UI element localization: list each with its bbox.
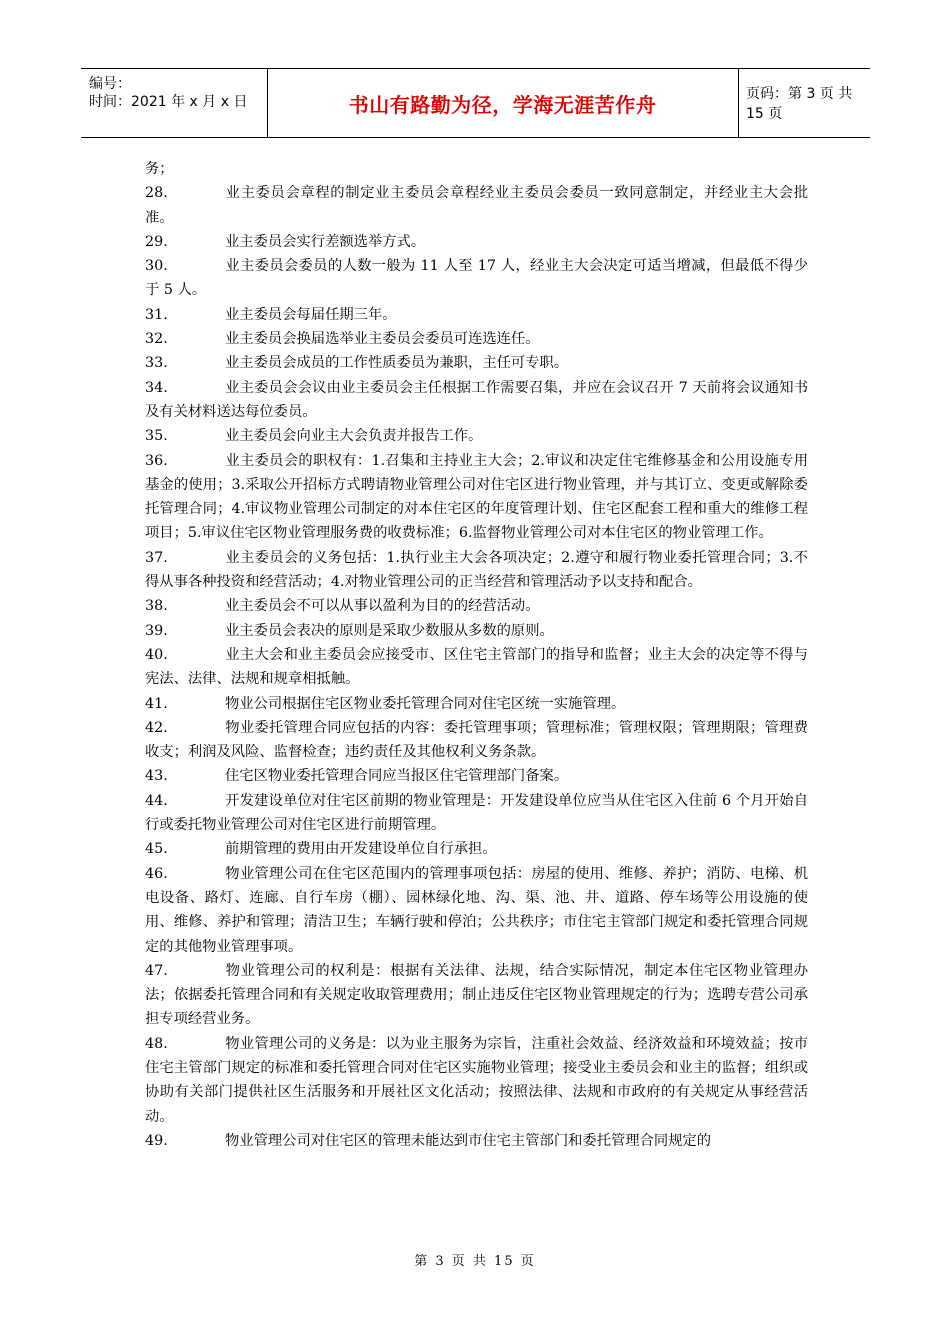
item-number: 39. (145, 622, 168, 639)
list-item (145, 230, 808, 254)
lead-text: 务； (145, 161, 174, 177)
item-number: 45. (145, 841, 168, 858)
item-number: 40. (145, 646, 168, 663)
item-text: 业主委员会表决的原则是采取少数服从多数的原则。 (225, 622, 554, 639)
list-item (145, 376, 808, 425)
item-number: 48. (145, 1035, 168, 1052)
list-item (145, 449, 808, 546)
item-text: 业主委员会章程的制定业主委员会章程经业主委员会委员一致同意制定，并经业主大会批准。 (145, 185, 808, 226)
list-item (145, 716, 808, 765)
list-item (145, 303, 808, 327)
item-text: 业主委员会换届选举业主委员会委员可连选连任。 (225, 331, 540, 348)
item-number: 35. (145, 428, 168, 445)
list-item (145, 327, 808, 351)
item-text: 业主委员会成员的工作性质委员为兼职，主任可专职。 (225, 355, 569, 372)
list-item (145, 351, 808, 375)
item-number: 38. (145, 598, 168, 615)
item-text: 业主委员会实行差额选举方式。 (225, 233, 426, 250)
document-code-label: 编号： (89, 76, 131, 92)
list-item (145, 254, 808, 303)
document-body (145, 157, 808, 1153)
list-item (145, 181, 808, 230)
numbered-list (145, 181, 808, 1153)
item-text: 业主委员会不可以从事以盈利为目的的经营活动。 (225, 598, 540, 615)
page-header (81, 68, 870, 138)
header-motto: 书山有路勤为径，学海无涯苦作舟 (348, 92, 657, 117)
item-number: 31. (145, 306, 168, 323)
item-text: 住宅区物业委托管理合同应当报区住宅管理部门备案。 (225, 768, 569, 785)
list-item (145, 1129, 808, 1153)
list-item (145, 862, 808, 959)
item-text: 业主大会和业主委员会应接受市、区住宅主管部门的指导和监督；业主大会的决定等不得与宪法、法律、法规和规章相抵触。 (145, 646, 808, 688)
item-number: 49. (145, 1132, 168, 1149)
header-meta (81, 69, 268, 137)
item-text: 物业管理公司在住宅区范围内的管理事项包括：房屋的使用、维修、养护；消防、电梯、机电设备、路灯、连廊、自行车房（棚）、园林绿化地、沟、渠、池、井、道路、停车场等公用设施的使用、维修、养护和管理；清洁卫生；车辆行驶和停泊；公共秩序；市住宅主管部门规定和委托管理合同规定的其他物业管理事项。 (145, 865, 808, 955)
list-item (145, 643, 808, 692)
item-number: 44. (145, 792, 168, 809)
item-number: 37. (145, 549, 168, 566)
item-text: 物业委托管理合同应包括的内容：委托管理事项；管理标准；管理权限；管理期限；管理费收支；利润及风险、监督检查；违约责任及其他权利义务条款。 (145, 719, 808, 761)
list-item (145, 789, 808, 838)
list-item (145, 692, 808, 716)
header-page-info: 页码：第 3 页 共 15 页 (746, 86, 853, 122)
item-number: 47. (145, 962, 168, 979)
item-text: 物业管理公司对住宅区的管理未能达到市住宅主管部门和委托管理合同规定的 (225, 1132, 712, 1149)
item-text: 业主委员会向业主大会负责并报告工作。 (225, 428, 483, 445)
document-date: 时间：2021 年 x 月 x 日 (89, 94, 248, 110)
item-text: 前期管理的费用由开发建设单位自行承担。 (225, 841, 497, 858)
list-item (145, 424, 808, 448)
item-text: 业主委员会委员的人数一般为 11 人至 17 人，经业主大会决定可适当增减，但最低不得少于 5 人。 (145, 258, 808, 299)
list-item (145, 837, 808, 861)
item-number: 42. (145, 719, 168, 736)
item-text: 业主委员会会议由业主委员会主任根据工作需要召集，并应在会议召开 7 天前将会议通知书及有关材料送达每位委员。 (145, 379, 808, 420)
list-item (145, 764, 808, 788)
item-number: 34. (145, 379, 168, 396)
item-text: 业主委员会的义务包括：1.执行业主大会各项决定；2.遵守和履行物业委托管理合同；3.不得从事各种投资和经营活动；4.对物业管理公司的正当经营和管理活动予以支持和配合。 (145, 549, 808, 591)
list-item (145, 959, 808, 1032)
item-text: 物业管理公司的义务是：以为业主服务为宗旨，注重社会效益、经济效益和环境效益；按市住宅主管部门规定的标准和委托管理合同对住宅区实施物业管理；接受业主委员会和业主的监督；组织或协助有关部门提供社区生活服务和开展社区文化活动；按照法律、法规和市政府的有关规定从事经营活动。 (145, 1035, 808, 1125)
item-text: 业主委员会的职权有：1.召集和主持业主大会；2.审议和决定住宅维修基金和公用设施专用基金的使用；3.采取公开招标方式聘请物业管理公司对住宅区进行物业管理，并与其订立、变更或解除委托管理合同；4.审议物业管理公司制定的对本住宅区的年度管理计划、住宅区配套工程和重大的维修工程项目；5.审议住宅区物业管理服务费的收费标准；6.监督物业管理公司对本住宅区的物业管理工作。 (145, 452, 808, 542)
item-number: 46. (145, 865, 168, 882)
item-number: 32. (145, 331, 168, 348)
list-item (145, 619, 808, 643)
item-text: 物业管理公司的权利是：根据有关法律、法规，结合实际情况，制定本住宅区物业管理办法；依据委托管理合同和有关规定收取管理费用；制止违反住宅区物业管理规定的行为；选聘专营公司承担专项经营业务。 (145, 962, 808, 1028)
item-text: 开发建设单位对住宅区前期的物业管理是：开发建设单位应当从住宅区入住前 6 个月开始自行或委托物业管理公司对住宅区进行前期管理。 (145, 792, 808, 834)
list-item (145, 594, 808, 618)
item-text: 物业公司根据住宅区物业委托管理合同对住宅区统一实施管理。 (225, 695, 626, 712)
item-number: 30. (145, 258, 168, 275)
page-footer: 第 3 页 共 15 页 (414, 1254, 536, 1269)
item-number: 41. (145, 695, 168, 712)
header-motto-cell (267, 69, 739, 137)
header-page-cell (738, 69, 870, 137)
list-item (145, 546, 808, 595)
item-number: 36. (145, 452, 168, 469)
item-number: 29. (145, 233, 168, 250)
item-text: 业主委员会每届任期三年。 (225, 306, 397, 323)
item-number: 43. (145, 768, 168, 785)
list-item (145, 1032, 808, 1129)
item-number: 33. (145, 355, 168, 372)
item-number: 28. (145, 185, 168, 202)
